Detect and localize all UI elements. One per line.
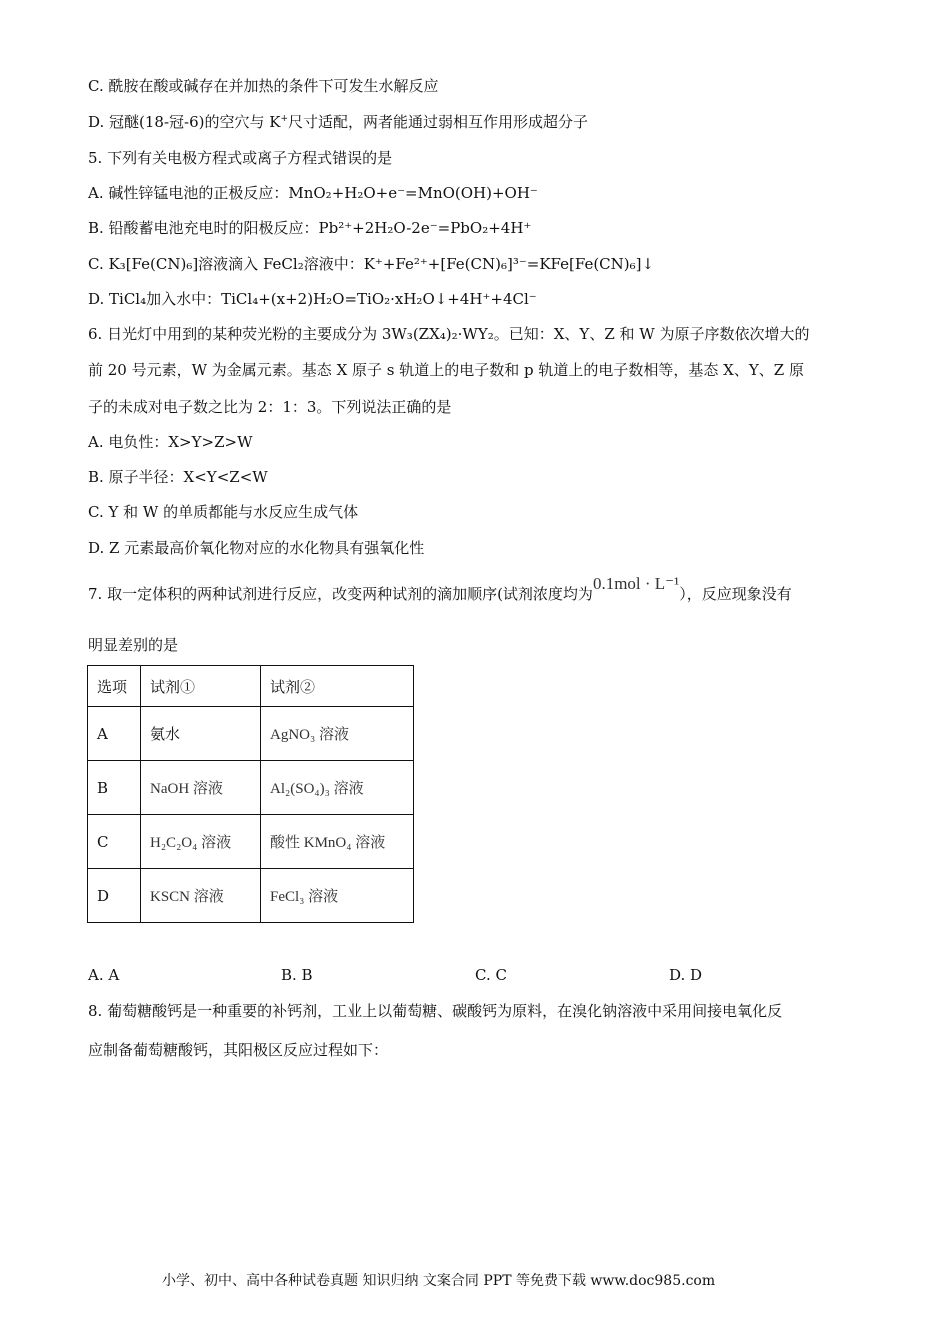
table-header-cell: 试剂① (141, 666, 261, 707)
q7-stem-line1: 7. 取一定体积的两种试剂进行反应，改变两种试剂的滴加顺序(试剂浓度均为0.1mol · L⁻¹），反应现象没有 (88, 574, 792, 603)
table-header-cell: 选项 (88, 666, 141, 707)
table-cell: B (88, 761, 141, 815)
answer-option-b: B. B (281, 966, 313, 984)
table-cell: 酸性 KMnO₄ 溶液 (261, 815, 414, 869)
q7-stem-line2: 明显差别的是 (88, 636, 179, 654)
table-cell: NaOH 溶液 (141, 761, 261, 815)
q5-option-b: B. 铅酸蓄电池充电时的阳极反应：Pb²⁺+2H₂O-2e⁻=PbO₂+4H⁺ (88, 219, 532, 237)
table-cell: AgNO₃ 溶液 (261, 707, 414, 761)
q5-stem: 5. 下列有关电极方程式或离子方程式错误的是 (88, 149, 393, 167)
q6-stem-line1: 6. 日光灯中用到的某种荧光粉的主要成分为 3W₃(ZX₄)₂·WY₂。已知：X、Y、Z 和 W 为原子序数依次增大的 (88, 325, 810, 343)
q8-stem-line2: 应制备葡萄糖酸钙，其阳极区反应过程如下： (88, 1041, 389, 1059)
table-row (88, 869, 414, 923)
q8-stem-line1: 8. 葡萄糖酸钙是一种重要的补钙剂，工业上以葡萄糖、碳酸钙为原料，在溴化钠溶液中采用间接电氧化反 (88, 1002, 783, 1020)
table-row (88, 761, 414, 815)
reagent-table (87, 665, 414, 923)
table-cell: FeCl₃ 溶液 (261, 869, 414, 923)
table-cell: KSCN 溶液 (141, 869, 261, 923)
concentration-formula: 0.1mol · L⁻¹ (592, 574, 680, 593)
q5-option-a: A. 碱性锌锰电池的正极反应：MnO₂+H₂O+e⁻=MnO(OH)+OH⁻ (88, 184, 538, 202)
q6-stem-line3: 子的未成对电子数之比为 2：1：3。下列说法正确的是 (88, 398, 452, 416)
table-cell: 氨水 (141, 707, 261, 761)
table-cell: C (88, 815, 141, 869)
q6-stem-line2: 前 20 号元素，W 为金属元素。基态 X 原子 s 轨道上的电子数和 p 轨道上的电子数相等，基态 X、Y、Z 原 (88, 361, 804, 379)
table-header-cell: 试剂② (261, 666, 414, 707)
q4-option-c: C. 酰胺在酸或碱存在并加热的条件下可发生水解反应 (88, 77, 439, 95)
table-row (88, 815, 414, 869)
q4-option-d: D. 冠醚(18-冠-6)的空穴与 K+尺寸适配，两者能通过弱相互作用形成超分子 (88, 113, 589, 131)
q6-option-b: B. 原子半径：X<Y<Z<W (88, 468, 268, 486)
table-cell: H₂C₂O₄ 溶液 (141, 815, 261, 869)
table-row (88, 707, 414, 761)
table-header-row (88, 666, 414, 707)
q6-option-a: A. 电负性：X>Y>Z>W (88, 433, 253, 451)
table-cell: Al₂(SO₄)₃ 溶液 (261, 761, 414, 815)
q6-option-d: D. Z 元素最高价氧化物对应的水化物具有强氧化性 (88, 539, 425, 557)
q6-option-c: C. Y 和 W 的单质都能与水反应生成气体 (88, 503, 359, 521)
answer-option-d: D. D (669, 966, 703, 984)
page-footer: 小学、初中、高中各种试卷真题 知识归纳 文案合同 PPT 等免费下载 www.doc985.com (162, 1273, 716, 1289)
answer-option-a: A. A (88, 966, 120, 984)
table-cell: D (88, 869, 141, 923)
answer-option-c: C. C (475, 966, 507, 984)
table-cell: A (88, 707, 141, 761)
q5-option-c: C. K₃[Fe(CN)₆]溶液滴入 FeCl₂溶液中：K⁺+Fe²⁺+[Fe(CN)₆]³⁻=KFe[Fe(CN)₆]↓ (88, 255, 655, 273)
q5-option-d: D. TiCl₄加入水中：TiCl₄+(x+2)H₂O=TiO₂·xH₂O↓+4H⁺+4Cl⁻ (88, 290, 537, 308)
